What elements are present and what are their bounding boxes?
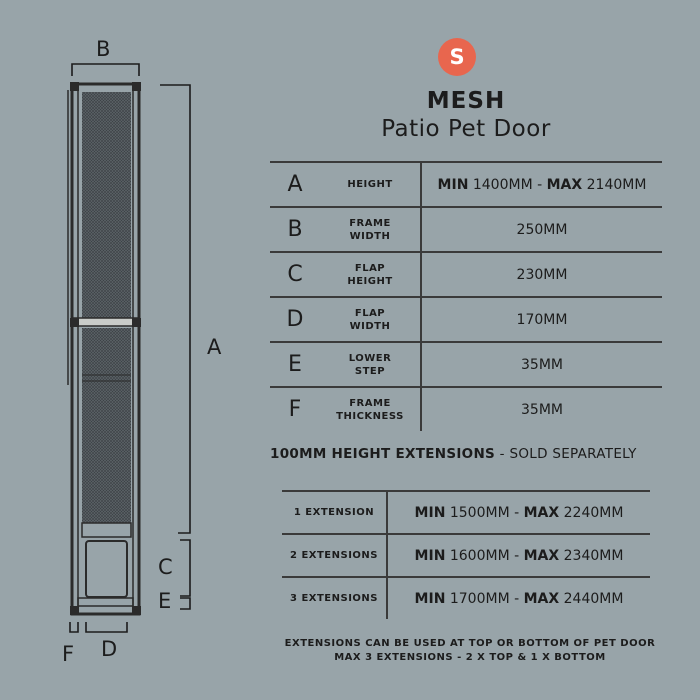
dimension-e — [180, 598, 190, 609]
dimension-a — [160, 85, 190, 533]
door-frame — [68, 82, 141, 615]
spec-row — [270, 297, 662, 342]
extension-value: MIN 1600MM - MAX 2340MM — [387, 534, 650, 577]
spec-value: 230MM — [421, 252, 662, 297]
spec-table — [270, 161, 662, 431]
spec-row — [270, 207, 662, 252]
extension-row — [282, 534, 650, 577]
spec-letter: D — [286, 307, 304, 332]
extensions-table — [282, 490, 650, 619]
label-f: F — [62, 642, 75, 666]
spec-value: 35MM — [421, 387, 662, 431]
extension-row — [282, 491, 650, 534]
spec-name: FLAP WIDTH — [349, 307, 391, 332]
spec-letter: A — [287, 172, 303, 197]
extension-name: 2 EXTENSIONS — [290, 550, 378, 561]
extensions-footnote: EXTENSIONS CAN BE USED AT TOP OR BOTTOM OF PET DOOR MAX 3 EXTENSIONS - 2 X TOP & 1 X BOTTOM — [284, 638, 656, 663]
spec-letter: F — [288, 397, 302, 422]
extension-value: MIN 1700MM - MAX 2440MM — [387, 577, 650, 619]
dimension-b — [72, 64, 139, 76]
spec-row — [270, 162, 662, 207]
product-subtitle: Patio Pet Door — [381, 116, 551, 142]
spec-row — [270, 252, 662, 297]
extension-value: MIN 1500MM - MAX 2240MM — [387, 491, 650, 534]
dimension-f — [70, 622, 78, 632]
label-e: E — [158, 589, 172, 613]
spec-letter: B — [287, 217, 303, 242]
brand-logo: S — [438, 38, 476, 76]
extension-name: 3 EXTENSIONS — [290, 593, 378, 604]
spec-name: FRAME WIDTH — [349, 217, 391, 242]
spec-letter: E — [288, 352, 302, 377]
pet-flap — [86, 541, 127, 597]
spec-row — [270, 342, 662, 387]
spec-row — [270, 387, 662, 431]
spec-value: 35MM — [421, 342, 662, 387]
extension-row — [282, 577, 650, 619]
dimension-c — [180, 540, 190, 596]
spec-name: HEIGHT — [347, 179, 393, 190]
spec-name: LOWER STEP — [348, 352, 392, 377]
spec-value: 170MM — [421, 297, 662, 342]
spec-letter: C — [287, 262, 303, 287]
lower-mesh-panel — [82, 328, 131, 523]
spec-name: FRAME THICKNESS — [336, 397, 404, 422]
label-c: C — [158, 555, 173, 579]
dimension-d — [86, 622, 127, 632]
label-b: B — [96, 37, 111, 61]
spec-value: MIN 1400MM - MAX 2140MM — [421, 162, 662, 207]
label-d: D — [101, 637, 118, 661]
extension-name: 1 EXTENSION — [293, 507, 375, 518]
label-a: A — [207, 335, 222, 359]
upper-mesh-panel — [82, 92, 131, 318]
product-title: MESH — [426, 88, 506, 114]
extensions-heading: 100MM HEIGHT EXTENSIONS - SOLD SEPARATELY — [270, 446, 637, 462]
spec-value: 250MM — [421, 207, 662, 252]
spec-name: FLAP HEIGHT — [347, 262, 393, 287]
